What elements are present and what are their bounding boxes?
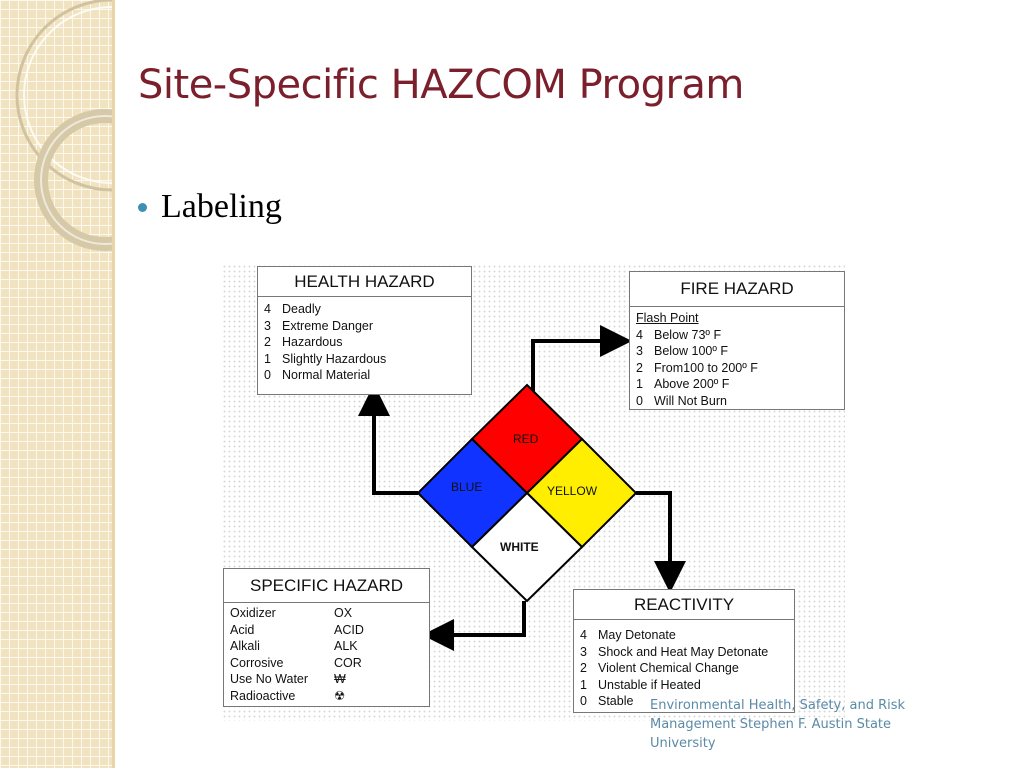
list-item: 0 Normal Material: [264, 368, 371, 382]
reactivity-title: REACTIVITY: [574, 590, 794, 620]
yellow-label: YELLOW: [547, 484, 598, 498]
footer-text: Environmental Health, Safety, and Risk Management Stephen F. Austin State University: [650, 698, 906, 751]
white-label: WHITE: [500, 540, 539, 554]
list-item: 2 Hazardous: [264, 335, 343, 349]
arrow-to-reactivity: [636, 493, 670, 577]
bullet-item: [138, 188, 282, 226]
list-item: 4 Deadly: [264, 302, 321, 316]
specific-hazard-list: [224, 603, 429, 708]
list-item: Use No Water ₩: [230, 672, 346, 686]
radioactive-icon: ☢: [334, 688, 346, 703]
no-water-icon: ₩: [334, 672, 346, 686]
list-item: Acid ACID: [230, 622, 364, 637]
red-label: RED: [513, 432, 539, 446]
slide-title: Site-Specific HAZCOM Program: [138, 62, 744, 108]
list-item: 0 Stable: [580, 694, 634, 708]
list-item: 0 Will Not Burn: [636, 393, 727, 408]
list-item: 4 Below 73º F: [636, 327, 722, 342]
list-item: Radioactive ☢: [230, 688, 346, 703]
list-item: 1 Above 200º F: [636, 377, 730, 391]
decorative-rings-icon: [0, 0, 112, 768]
bullet-icon: [138, 203, 147, 212]
fire-hazard-box: [629, 271, 845, 410]
specific-hazard-box: [223, 568, 430, 707]
reactivity-box: [573, 589, 795, 713]
arrow-to-fire: [533, 341, 616, 391]
health-hazard-box: [257, 266, 472, 395]
health-hazard-title: HEALTH HAZARD: [258, 267, 471, 297]
list-item: 3 Below 100º F: [636, 344, 729, 358]
list-item: Corrosive COR: [230, 655, 362, 670]
list-item: 3 Shock and Heat May Detonate: [580, 644, 769, 659]
list-item: 3 Extreme Danger: [264, 318, 374, 333]
list-item: Alkali ALK: [230, 639, 358, 653]
flash-point-label: Flash Point: [636, 311, 699, 325]
fire-hazard-list: [630, 307, 844, 413]
list-item: 2 Violent Chemical Change: [580, 661, 739, 675]
decorative-sidebar: [0, 0, 112, 768]
health-hazard-list: [258, 297, 471, 388]
list-item: Oxidizer OX: [230, 606, 353, 620]
arrow-to-specific: [438, 601, 524, 635]
blue-label: BLUE: [451, 480, 483, 494]
list-item: 1 Unstable if Heated: [580, 677, 701, 692]
arrow-to-health: [374, 400, 418, 493]
list-item: 2 From100 to 200º F: [636, 360, 758, 375]
list-item: 1 Slightly Hazardous: [264, 351, 387, 366]
sidebar-border: [112, 0, 115, 768]
list-item: 4 May Detonate: [580, 628, 676, 642]
nfpa-diagram: [222, 264, 845, 721]
specific-hazard-title: SPECIFIC HAZARD: [224, 569, 429, 603]
fire-hazard-title: FIRE HAZARD: [630, 272, 844, 307]
bullet-text: Labeling: [161, 188, 282, 225]
